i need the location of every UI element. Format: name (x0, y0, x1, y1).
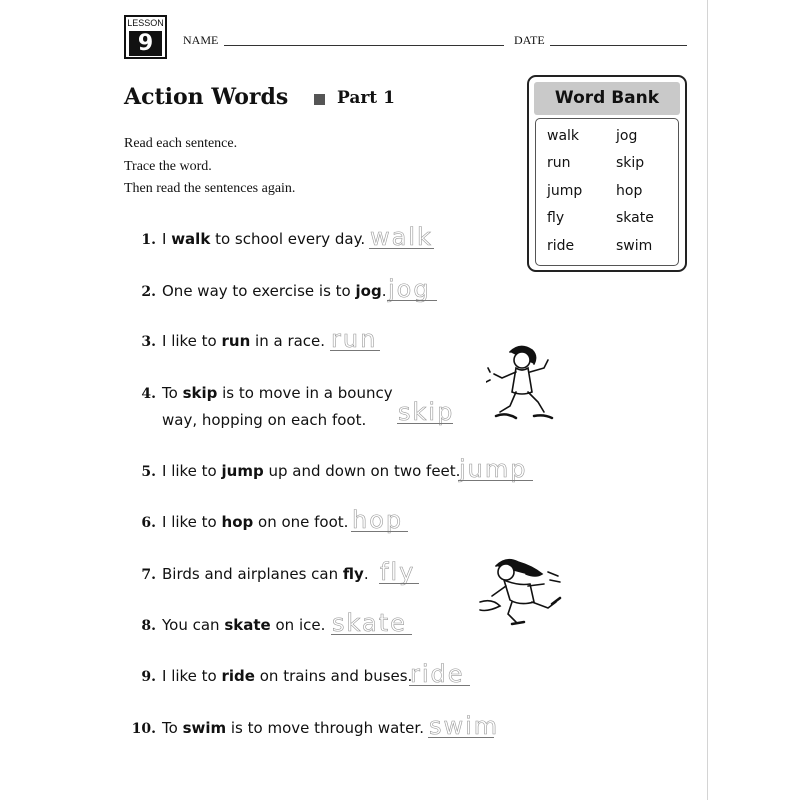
trace-word[interactable]: hop (352, 506, 404, 534)
action-word: skate (224, 616, 271, 634)
sentence-4 (128, 380, 393, 433)
action-word: ride (221, 667, 255, 685)
sentence-number: 2. (141, 284, 156, 300)
date-label: DATE (514, 33, 545, 47)
sentence-text: on ice. (270, 616, 326, 634)
sentence-7 (128, 561, 369, 588)
sentence-5 (128, 458, 460, 485)
word-bank-word: ride (547, 238, 575, 254)
trace-baseline (379, 583, 419, 584)
trace-baseline (409, 685, 470, 686)
trace-baseline (369, 248, 434, 249)
sentence-number: 8. (141, 618, 156, 634)
sentence-text: up and down on two feet. (263, 462, 461, 480)
word-bank-word: skate (616, 210, 654, 226)
sentence-text: on one foot. (253, 513, 349, 531)
page-title: Action Words (124, 84, 289, 110)
sentence-text: To (162, 719, 183, 737)
word-bank-word: hop (616, 183, 643, 199)
instruction-line: Trace the word. (124, 158, 212, 174)
title-separator-square (314, 94, 325, 105)
sentence-text: You can (162, 616, 225, 634)
sentence-text: Birds and airplanes can (162, 565, 343, 583)
sentence-2 (128, 278, 386, 305)
sentence-number: 3. (141, 334, 156, 350)
word-bank-word: fly (547, 210, 565, 226)
sentence-text: I (162, 230, 172, 248)
action-word: jump (221, 462, 264, 480)
action-word: jog (355, 282, 382, 300)
lesson-number: 9 (129, 31, 162, 56)
sentence-text: way, hopping on each foot. (162, 411, 367, 429)
trace-word[interactable]: fly (380, 558, 416, 586)
word-bank (527, 75, 687, 272)
sentence-text: on trains and buses. (254, 667, 413, 685)
trace-baseline (387, 300, 437, 301)
word-bank-title: Word Bank (534, 82, 680, 115)
sentence-9 (128, 663, 412, 690)
sentence-text: I like to (162, 513, 222, 531)
trace-baseline (331, 634, 412, 635)
sentence-number: 7. (141, 567, 156, 583)
sentence-10 (128, 715, 424, 742)
sentence-number: 1. (141, 232, 156, 248)
sentence-text: to school every day. (210, 230, 366, 248)
sentence-6 (128, 509, 348, 536)
trace-baseline (351, 531, 408, 532)
action-word: hop (221, 513, 254, 531)
trace-word[interactable]: swim (429, 712, 500, 740)
word-bank-word: skip (616, 155, 645, 171)
sentence-text: in a race. (250, 332, 326, 350)
sentence-text: . (363, 565, 369, 583)
sentence-text: is to move in a bouncy (217, 384, 393, 402)
trace-word[interactable]: ride (410, 660, 465, 688)
trace-baseline (458, 480, 533, 481)
instruction-line: Then read the sentences again. (124, 181, 296, 196)
action-word: walk (171, 230, 211, 248)
trace-word[interactable]: jog (388, 275, 431, 303)
trace-baseline (428, 737, 494, 738)
name-line[interactable] (224, 45, 504, 46)
lesson-label: LESSON (127, 18, 164, 28)
action-word: fly (342, 565, 364, 583)
trace-word[interactable]: skip (398, 398, 455, 426)
sentence-number: 6. (141, 515, 156, 531)
action-word: skip (182, 384, 218, 402)
sentence-text: I like to (162, 332, 222, 350)
instructions (124, 133, 295, 201)
sentence-text: I like to (162, 667, 222, 685)
sentence-1 (128, 226, 365, 253)
trace-word[interactable]: run (331, 325, 378, 353)
word-bank-word: jump (547, 183, 583, 199)
page-subtitle: Part 1 (337, 88, 395, 108)
sentence-text: One way to exercise is to (162, 282, 356, 300)
skipping-girl-illustration (486, 342, 556, 424)
sentence-text: is to move through water. (226, 719, 424, 737)
date-line[interactable] (550, 45, 687, 46)
sentence-text: I like to (162, 462, 222, 480)
name-label: NAME (183, 33, 219, 47)
word-bank-word: swim (616, 238, 653, 254)
trace-word[interactable]: skate (332, 609, 407, 637)
sentence-number: 10. (131, 721, 156, 737)
sentence-3 (128, 328, 325, 355)
trace-word[interactable]: walk (370, 223, 433, 251)
trace-word[interactable]: jump (459, 455, 528, 483)
word-bank-word: run (547, 155, 571, 171)
page-edge (707, 0, 708, 800)
word-bank-word: walk (547, 128, 580, 144)
sentence-text: . (381, 282, 387, 300)
sentence-8 (128, 612, 325, 639)
sentence-number: 4. (141, 386, 156, 402)
instruction-line: Read each sentence. (124, 136, 238, 151)
sentence-number: 9. (141, 669, 156, 685)
lesson-badge (124, 15, 167, 59)
sentence-number: 5. (141, 464, 156, 480)
action-word: swim (182, 719, 227, 737)
trace-baseline (330, 350, 380, 351)
trace-baseline (397, 423, 453, 424)
sentence-text: To (162, 384, 183, 402)
word-bank-word: jog (616, 128, 638, 144)
word-bank-list (535, 118, 679, 266)
skating-girl-illustration (478, 552, 564, 632)
action-word: run (221, 332, 251, 350)
